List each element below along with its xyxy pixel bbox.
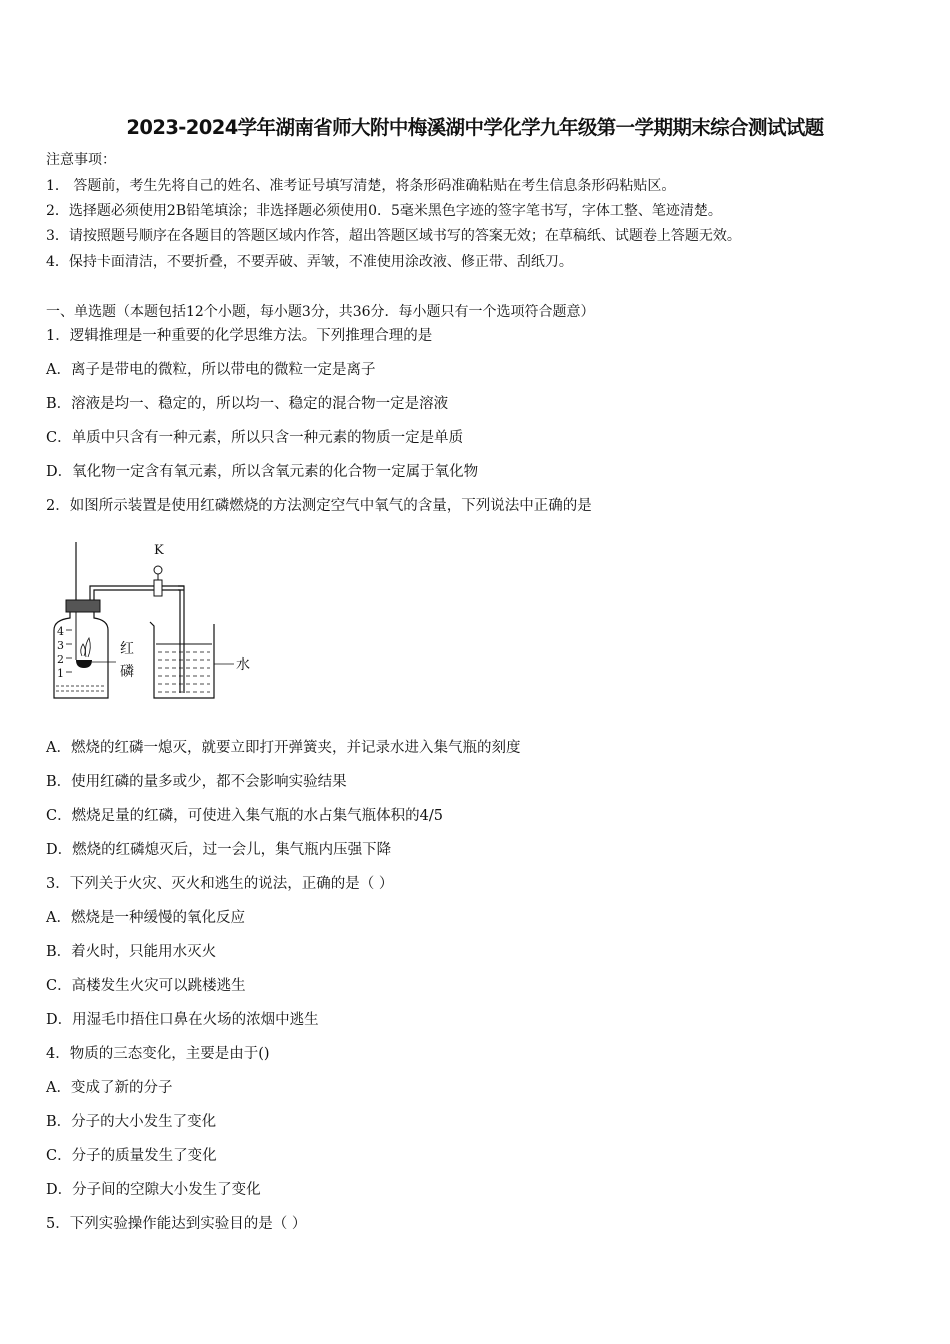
combustion-spoon — [76, 660, 92, 668]
question-2-option-c: C．燃烧足量的红磷，可使进入集气瓶的水占集气瓶体积的4/5 — [46, 808, 443, 824]
question-1-stem: 1．逻辑推理是一种重要的化学思维方法。下列推理合理的是 — [46, 328, 433, 344]
question-1-option-b: B．溶液是均一、稳定的，所以均一、稳定的混合物一定是溶液 — [46, 396, 449, 412]
label-water: 水 — [236, 657, 250, 673]
scale-label-2: 2 — [57, 653, 64, 666]
question-3-option-c: C．高楼发生火灾可以跳楼逃生 — [46, 978, 246, 994]
label-red: 红 — [120, 641, 134, 657]
question-4-option-d: D．分子间的空隙大小发生了变化 — [46, 1182, 261, 1198]
notice-item-2: 2．选择题必须使用2B铅笔填涂；非选择题必须使用0．5毫米黑色字迹的签字笔书写，字体工整、笔迹清楚。 — [46, 203, 722, 219]
question-4-stem: 4．物质的三态变化，主要是由于() — [46, 1046, 270, 1062]
question-2-option-a: A．燃烧的红磷一熄灭，就要立即打开弹簧夹，并记录水进入集气瓶的刻度 — [46, 740, 521, 756]
apparatus-diagram — [46, 538, 271, 708]
question-2-option-d: D．燃烧的红磷熄灭后，过一会儿，集气瓶内压强下降 — [46, 842, 392, 858]
clamp-label-k: K — [154, 543, 164, 558]
question-1-option-a: A．离子是带电的微粒，所以带电的微粒一定是离子 — [46, 362, 376, 378]
question-2-option-b: B．使用红磷的量多或少，都不会影响实验结果 — [46, 774, 347, 790]
scale-label-4: 4 — [57, 625, 64, 638]
flame-icon — [81, 644, 86, 656]
notice-item-3: 3．请按照题号顺序在各题目的答题区域内作答，超出答题区域书写的答案无效；在草稿纸、试题卷上答题无效。 — [46, 228, 741, 244]
question-4-option-c: C．分子的质量发生了变化 — [46, 1148, 217, 1164]
section-heading: 一、单选题（本题包括12个小题，每小题3分，共36分．每小题只有一个选项符合题意） — [46, 304, 595, 320]
notice-heading: 注意事项： — [46, 152, 116, 168]
question-3-stem: 3．下列关于火灾、灭火和逃生的说法，正确的是（ ） — [46, 876, 394, 892]
question-2-stem: 2．如图所示装置是使用红磷燃烧的方法测定空气中氧气的含量，下列说法中正确的是 — [46, 498, 592, 514]
question-5-stem: 5．下列实验操作能达到实验目的是（ ） — [46, 1216, 307, 1232]
question-4-option-a: A．变成了新的分子 — [46, 1080, 173, 1096]
scale-label-1: 1 — [57, 667, 64, 680]
page-title: 2023-2024学年湖南省师大附中梅溪湖中学化学九年级第一学期期末综合测试试题 — [126, 116, 824, 139]
question-4-option-b: B．分子的大小发生了变化 — [46, 1114, 217, 1130]
scale-label-3: 3 — [57, 639, 64, 652]
question-1-option-c: C．单质中只含有一种元素，所以只含一种元素的物质一定是单质 — [46, 430, 464, 446]
notice-item-1: 1． 答题前，考生先将自己的姓名、准考证号填写清楚，将条形码准确粘贴在考生信息条形码粘贴区。 — [46, 178, 676, 194]
label-phosphorus: 磷 — [120, 664, 134, 680]
spring-clamp — [154, 580, 162, 596]
question-3-option-b: B．着火时，只能用水灭火 — [46, 944, 217, 960]
notice-item-4: 4．保持卡面清洁，不要折叠，不要弄破、弄皱，不准使用涂改液、修正带、刮纸刀。 — [46, 254, 573, 270]
question-3-option-d: D．用湿毛巾捂住口鼻在火场的浓烟中逃生 — [46, 1012, 319, 1028]
connecting-tube — [90, 586, 184, 600]
question-1-option-d: D．氧化物一定含有氧元素，所以含氧元素的化合物一定属于氧化物 — [46, 464, 479, 480]
bottle-stopper — [66, 600, 100, 612]
question-3-option-a: A．燃烧是一种缓慢的氧化反应 — [46, 910, 245, 926]
